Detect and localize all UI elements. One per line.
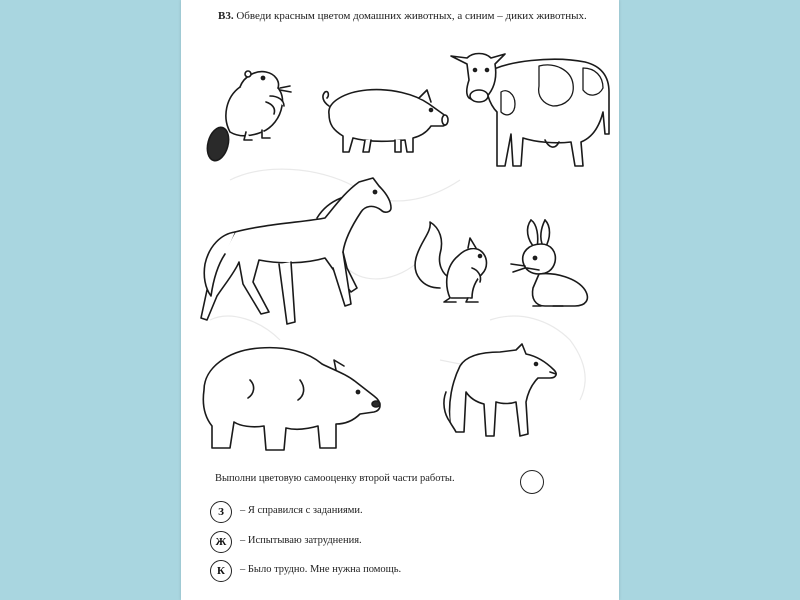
legend-badge-green: З xyxy=(210,501,232,523)
bear-drawing xyxy=(190,340,390,458)
hare-drawing xyxy=(505,218,600,310)
horse-drawing xyxy=(195,172,395,332)
self-assessment-prompt: Выполни цветовую самооценку второй части работы. xyxy=(215,473,455,484)
legend-badge-red: К xyxy=(210,560,232,582)
legend-badge-yellow: Ж xyxy=(210,531,232,553)
legend-text-difficulty: – Испытываю затруднения. xyxy=(240,535,362,546)
task-heading xyxy=(218,10,618,22)
beaver-drawing xyxy=(200,62,300,167)
cow-drawing xyxy=(445,42,615,172)
wolf-drawing xyxy=(440,342,560,442)
legend-text-help: – Было трудно. Мне нужна помощь. xyxy=(240,564,402,575)
legend-text-success: – Я справился с заданиями. xyxy=(240,505,363,516)
squirrel-drawing xyxy=(410,218,500,308)
self-assessment-circle[interactable] xyxy=(520,470,544,494)
task-number: В3. xyxy=(218,10,234,22)
task-instruction: Обведи красным цветом домашних животных, а синим – диких животных. xyxy=(236,10,587,22)
pig-drawing xyxy=(315,80,455,160)
